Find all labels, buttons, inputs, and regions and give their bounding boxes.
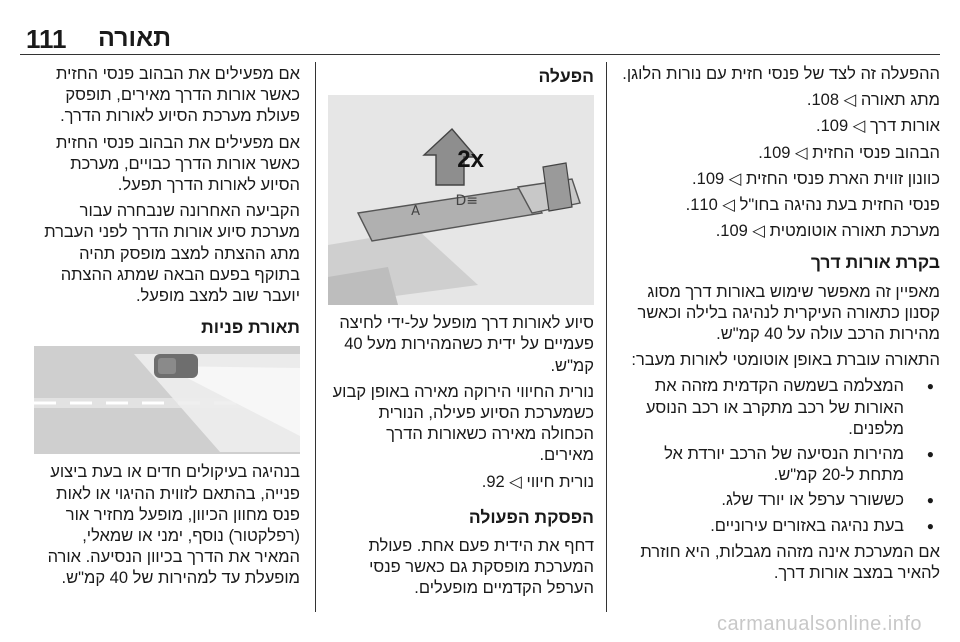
fallback-note: אם המערכת אינה מזהה מגבלות, היא חוזרת להאיר במצב אורות דרך. [640,542,940,583]
cornering-light-heading: תאורת פניות [201,317,300,338]
reference-line: אורות דרך ◁ 109. [816,117,940,136]
reference-line: כוונון זווית הארת פנסי החזית ◁ 109. [692,169,940,188]
lever-symbol-headlight: ≡D [455,193,478,210]
cornering-light-illustration [34,346,300,454]
column-divider-left [315,62,316,612]
column-divider-right [606,62,607,612]
flash-note: אם מפעילים את הבהוב פנסי החזית כאשר אורות הדרך מאירים, תופסק פעולת מערכת הסיוע לאורות הדרך. [56,65,300,126]
condition-item: ● כששורר ערפל או יורד שלג. [622,490,940,511]
reference-line: הבהוב פנסי החזית ◁ 109. [758,143,940,162]
page-number: 111 [26,24,67,54]
middle-column [328,64,594,605]
lever-symbol-auto: A [411,204,420,220]
high-beam-assist-heading: בקרת אורות דרך [810,252,940,273]
condition-item: ● בעת נהיגה באזורים עירוניים. [622,516,940,537]
right-column [622,64,940,589]
reference-line: פנסי החזית בעת נהיגה בחו"ל ◁ 110. [685,196,940,215]
left-column [34,64,300,595]
condition-item: ● מהירות הנסיעה של הרכב יורדת אל מתחת ל-20 קמ"ש. [622,444,940,486]
section-title: תאורה [98,24,172,52]
cornering-light-text: בנהיגה בעיקולים חדים או בעת ביצוע פנייה, בהתאם לזווית ההיגוי או לאות פנס מחוון הכיוון, מופעל מחזיר אור (רפלקטור) נוסף, ימני או שמאלי, המאיר את הדרך בכיוון הנסיעה. אורה מופעלת עד למהירות של 40 קמ"ש. [47,463,300,588]
activation-heading: הפעלה [538,66,594,86]
activation-text: סיוע לאורות דרך מופעל על-ידי לחיצה פעמיים על ידית כשהמהירות מעל 40 קמ"ש. [339,314,594,375]
stalk-illustration [328,95,594,305]
page-header [20,20,940,54]
indicator-text: נורית החיווי הירוקה מאירה באופן קבוע כשמערכת הסיוע פעילה, הנורית הכחולה מאירה כשאורות הדרך מאירים. [332,382,594,465]
conditions-list [622,376,940,536]
reference-line: מערכת תאורה אוטומטית ◁ 109. [715,222,940,241]
deactivation-heading: הפסקת הפעולה [468,506,594,527]
memory-note: הקביעה האחרונה שנבחרה עבור מערכת סיוע אורות הדרך לפני העברת מתג ההצתה למצב מופסק תהיה בתוקף בפעם הבאה שמתג ההצתה יועבר שוב למצב מופעל. [44,202,300,306]
reference-line: מתג תאורה ◁ 108. [806,91,940,110]
off-note: אם מפעילים את הבהוב פנסי החזית כאשר אורות הדרך כבויים, מערכת הסיוע לאורות הדרך תפעל. [56,133,300,195]
watermark: carmanualsonline.info [716,613,922,635]
figure-label: 2x [457,146,484,174]
condition-item: ● המצלמה בשמשה הקדמית מזהה את האורות של רכב מתקרב או רכב הנוסע מלפנים. [622,376,940,440]
header-rule [20,54,940,55]
switch-note: התאורה עוברת באופן אוטומטי לאורות מעבר: [631,351,940,370]
deactivation-text: דחף את הידית פעם אחת. פעולת המערכת מופסקת גם כאשר פנסי הערפל הקדמיים מופעלים. [368,537,594,598]
intro-text: ההפעלה זה לצד של פנסי חזית עם נורות הלוגן. [622,65,940,83]
indicator-reference: נורית חיווי ◁ 92. [481,472,594,491]
car-icon [154,354,198,378]
high-beam-assist-description: מאפיין זה מאפשר שימוש באורות דרך מסוג קסנון כתאורה העיקרית לנהיגה בלילה וכאשר מהירות הרכב עולה על 40 קמ"ש. [637,282,940,344]
